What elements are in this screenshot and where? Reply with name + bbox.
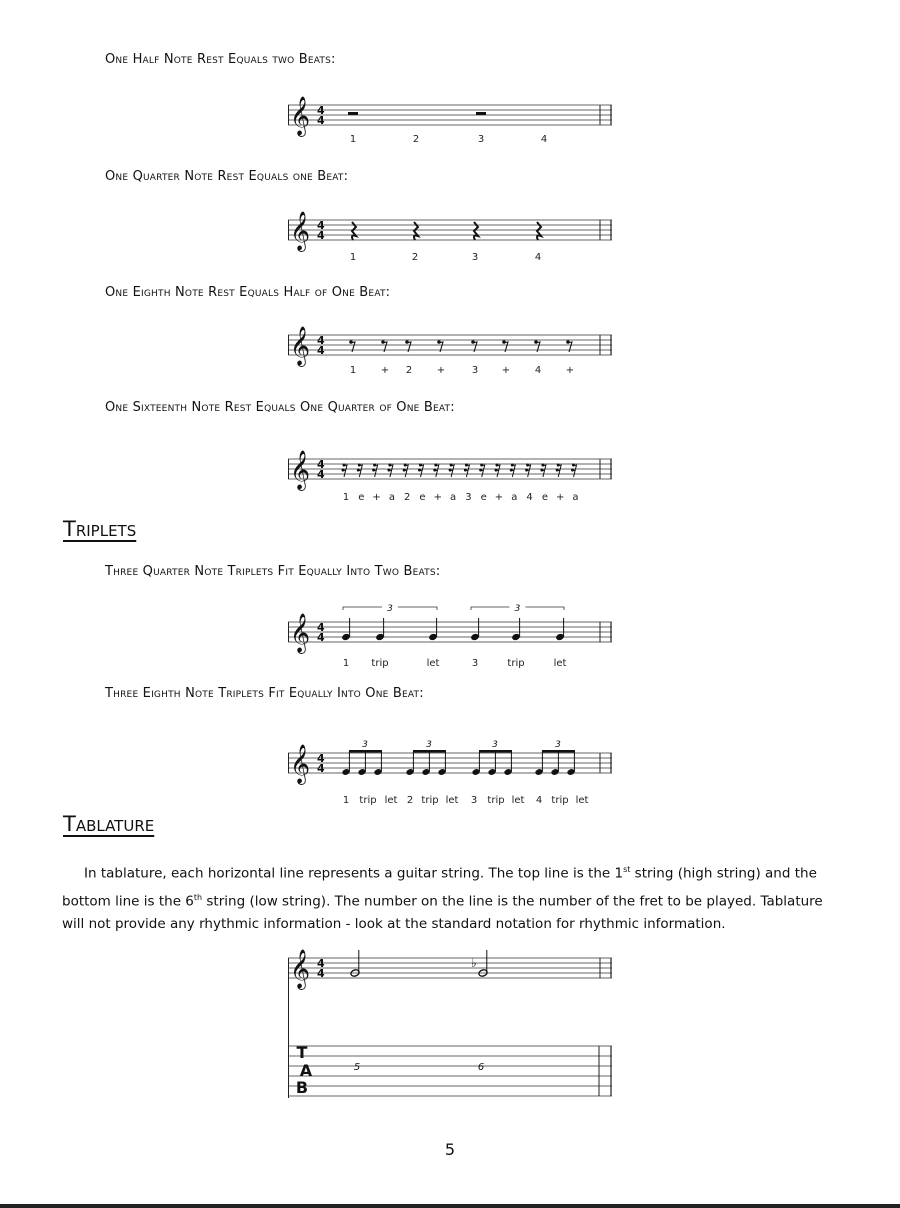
time-signature-top: 4 [317, 219, 325, 232]
tab-clef-letter: A [299, 1061, 313, 1080]
eighth-note-beam [479, 750, 512, 753]
count-label: 3 [471, 365, 479, 376]
time-signature-bottom: 4 [317, 229, 325, 242]
count-label: + [433, 492, 442, 503]
half-rest-staff [288, 95, 614, 155]
sixteenth-rest-stem [434, 465, 439, 477]
sixteenth-rest-stem [464, 465, 469, 477]
heading-triplets: Triplets [63, 517, 137, 541]
count-label: let [445, 795, 459, 806]
count-label: 3 [471, 658, 479, 669]
quarter-rest-staff [288, 210, 614, 270]
heading-tablature: Tablature [63, 812, 155, 836]
sixteenth-rest-stem [572, 465, 577, 477]
count-label: e [419, 492, 426, 503]
count-label: 2 [406, 795, 414, 806]
treble-clef-icon: 𝄞 [290, 96, 311, 136]
treble-clef-icon: 𝄞 [290, 744, 311, 784]
page-edge [0, 1204, 900, 1208]
count-label: 4 [540, 134, 548, 145]
treble-clef-icon: 𝄞 [290, 450, 311, 490]
count-label: a [450, 492, 457, 503]
count-label: a [388, 492, 395, 503]
time-signature-bottom: 4 [317, 468, 325, 481]
count-label: + [380, 365, 390, 376]
treble-clef-icon: 𝄞 [290, 949, 311, 989]
count-label: let [553, 658, 567, 669]
triplet-mark: 3 [514, 604, 521, 614]
caption-quarter-triplets: Three Quarter Note Triplets Fit Equally Into Two Beats: [105, 564, 441, 579]
sixteenth-rest-stem [373, 465, 378, 477]
sixteenth-rest-stem [357, 465, 362, 477]
time-signature-top: 4 [317, 458, 325, 471]
time-signature-bottom: 4 [317, 762, 325, 775]
tab-clef-letter: B [295, 1078, 309, 1097]
eighth-note-beam [413, 750, 446, 753]
count-label: 1 [349, 365, 357, 376]
triplet-mark: 3 [492, 740, 498, 750]
count-label: a [572, 492, 579, 503]
count-label: 1 [342, 795, 350, 806]
flat-sign-icon: ♭ [471, 956, 477, 970]
sixteenth-rest-stem [495, 465, 500, 477]
quarter-triplet-staff [288, 598, 614, 673]
count-label: 1 [349, 134, 357, 145]
count-label: 2 [412, 134, 420, 145]
sixteenth-rest-stem [556, 465, 561, 477]
caption-quarter-rest: One Quarter Note Rest Equals one Beat: [105, 169, 349, 184]
treble-clef-icon: 𝄞 [290, 613, 311, 653]
sixteenth-rest-stem [510, 465, 515, 477]
sixteenth-rest-staff [288, 450, 614, 515]
count-label: 4 [526, 492, 533, 503]
tab-fret-number: 6 [477, 1062, 485, 1073]
count-label: + [501, 365, 511, 376]
time-signature-bottom: 4 [317, 967, 325, 980]
sixteenth-rest-stem [342, 465, 347, 477]
sixteenth-rest-stem [526, 465, 531, 477]
half-rest-icon [348, 112, 358, 115]
sixteenth-rest-stem [403, 465, 408, 477]
triplet-mark: 3 [555, 740, 561, 750]
count-label: let [511, 795, 525, 806]
count-label: 1 [349, 252, 357, 263]
time-signature-bottom: 4 [317, 114, 325, 127]
count-label: + [565, 365, 575, 376]
eighth-note-beam [542, 750, 575, 753]
sixteenth-rest-stem [449, 465, 454, 477]
tablature-example [288, 950, 614, 1102]
count-label: 1 [342, 492, 350, 503]
eighth-note-beam [349, 750, 382, 753]
count-label: + [436, 365, 446, 376]
count-label: trip [421, 795, 439, 806]
tab-fret-number: 5 [353, 1062, 361, 1073]
count-label: 3 [470, 795, 478, 806]
count-label: + [494, 492, 504, 503]
treble-clef-icon: 𝄞 [290, 211, 311, 251]
count-label: 2 [405, 365, 413, 376]
count-label: e [480, 492, 487, 503]
triplet-mark: 3 [362, 740, 368, 750]
count-label: e [358, 492, 365, 503]
count-label: let [575, 795, 589, 806]
count-label: trip [371, 658, 389, 669]
sixteenth-rest-stem [480, 465, 485, 477]
count-label: 4 [534, 252, 542, 263]
tab-clef-letter: T [296, 1043, 308, 1062]
half-rest-icon [476, 112, 486, 115]
treble-clef-icon: 𝄞 [290, 326, 311, 366]
count-label: 1 [342, 658, 350, 669]
page-number: 5 [444, 1140, 456, 1159]
count-label: 3 [465, 492, 472, 503]
sixteenth-rest-stem [388, 465, 393, 477]
count-label: 2 [411, 252, 419, 263]
time-signature-top: 4 [317, 957, 325, 970]
count-label: + [556, 492, 565, 503]
count-label: 4 [534, 365, 542, 376]
count-label: 4 [535, 795, 543, 806]
sixteenth-rest-stem [541, 465, 546, 477]
count-label: 3 [471, 252, 479, 263]
time-signature-top: 4 [317, 334, 325, 347]
time-signature-top: 4 [317, 104, 325, 117]
count-label: trip [487, 795, 505, 806]
eighth-triplet-staff [288, 735, 614, 810]
time-signature-bottom: 4 [317, 631, 325, 644]
time-signature-top: 4 [317, 752, 325, 765]
count-label: trip [359, 795, 377, 806]
tablature-paragraph: In tablature, each horizontal line represents a guitar string. The top line is the 1st string (high string) and the bottom line is the 6th string (low string). The number on the line is the number of the fret to be played. Tablature will not provide any rhythmic information - look at the standard notation for rhythmic information. [62, 865, 823, 932]
time-signature-top: 4 [317, 621, 325, 634]
count-label: 2 [404, 492, 411, 503]
triplet-mark: 3 [426, 740, 432, 750]
count-label: let [384, 795, 398, 806]
caption-eighth-triplets: Three Eighth Note Triplets Fit Equally Into One Beat: [105, 686, 424, 701]
count-label: a [511, 492, 518, 503]
triplet-mark: 3 [387, 604, 393, 614]
caption-eighth-rest: One Eighth Note Rest Equals Half of One Beat: [105, 285, 391, 300]
count-label: e [541, 492, 548, 503]
eighth-rest-staff [288, 325, 614, 385]
caption-sixteenth-rest: One Sixteenth Note Rest Equals One Quarter of One Beat: [105, 400, 455, 415]
count-label: trip [551, 795, 569, 806]
count-label: trip [507, 658, 525, 669]
count-label: 3 [477, 134, 485, 145]
count-label: let [426, 658, 440, 669]
count-label: + [372, 492, 381, 503]
time-signature-bottom: 4 [317, 344, 325, 357]
sixteenth-rest-stem [419, 465, 424, 477]
caption-half-rest: One Half Note Rest Equals two Beats: [105, 52, 336, 67]
